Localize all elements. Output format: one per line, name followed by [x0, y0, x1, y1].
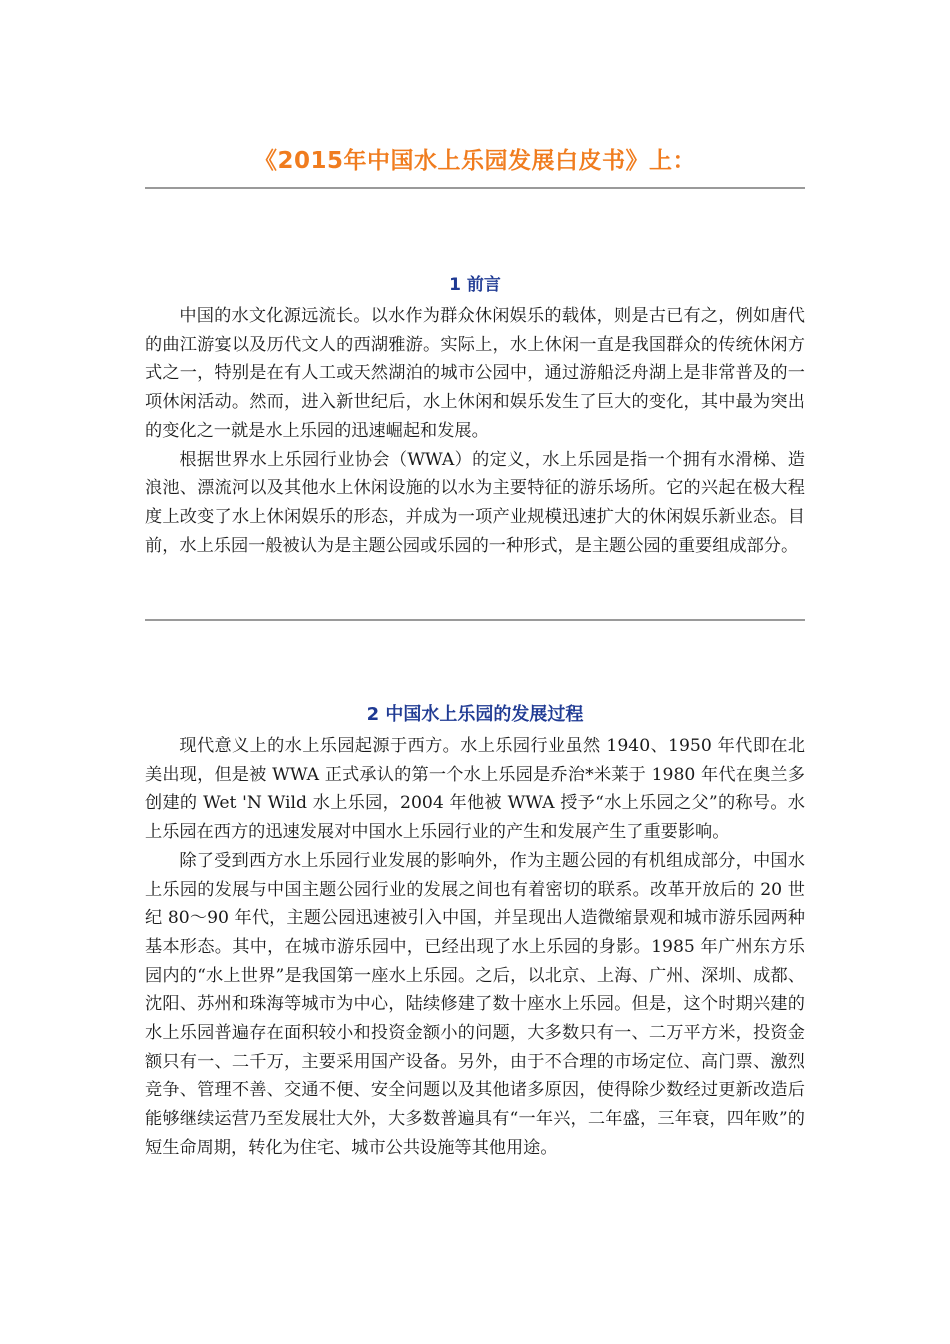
- section-heading-preface: 1 前言: [449, 275, 501, 295]
- paragraph: 除了受到西方水上乐园行业发展的影响外，作为主题公园的有机组成部分，中国水上乐园的发展与中国主题公园行业的发展之间也有着密切的联系。改革开放后的 20 世纪 80～90 年代，主题公园迅速被引入中国，并呈现出人造微缩景观和城市游乐园两种基本形态。其中，在城市游乐园中，已经出现了水上乐园的身影。1985 年广州东方乐园内的“水上世界”是我国第一座水上乐园。之后，以北京、上海、广州、深圳、成都、沈阳、苏州和珠海等城市为中心，陆续修建了数十座水上乐园。但是，这个时期兴建的水上乐园普遍存在面积较小和投资金额小的问题，大多数只有一、二万平方米，投资金额只有一、二千万，主要采用国产设备。另外，由于不合理的市场定位、高门票、激烈竞争、管理不善、交通不便、安全问题以及其他诸多原因，使得除少数经过更新改造后能够继续运营乃至发展壮大外，大多数普遍具有“一年兴，二年盛，三年衰，四年败”的短生命周期，转化为住宅、城市公共设施等其他用途。: [145, 850, 805, 1158]
- document-title: 《2015年中国水上乐园发展白皮书》上：: [253, 148, 696, 174]
- section-divider: [145, 619, 805, 621]
- paragraph: 根据世界水上乐园行业协会（WWA）的定义，水上乐园是指一个拥有水滑梯、造浪池、漂流河以及其他水上休闲设施的以水为主要特征的游乐场所。它的兴起在极大程度上改变了水上休闲娱乐的形态，并成为一项产业规模迅速扩大的休闲娱乐新业态。目前，水上乐园一般被认为是主题公园或乐园的一种形式，是主题公园的重要组成部分。: [145, 449, 805, 556]
- paragraph: 现代意义上的水上乐园起源于西方。水上乐园行业虽然 1940、1950 年代即在北美出现，但是被 WWA 正式承认的第一个水上乐园是乔治*米莱于 1980 年代在奥兰多创建的 Wet 'N Wild 水上乐园，2004 年他被 WWA 授予“水上乐园之父”的称号。水上乐园在西方的迅速发展对中国水上乐园行业的产生和发展产生了重要影响。: [145, 736, 805, 843]
- section-development-history: [145, 702, 805, 1163]
- paragraph: 中国的水文化源远流长。以水作为群众休闲娱乐的载体，则是古已有之，例如唐代的曲江游宴以及历代文人的西湖雅游。实际上，水上休闲一直是我国群众的传统休闲方式之一，特别是在有人工或天然湖泊的城市公园中，通过游船泛舟湖上是非常普及的一项休闲活动。然而，进入新世纪后，水上休闲和娱乐发生了巨大的变化，其中最为突出的变化之一就是水上乐园的迅速崛起和发展。: [145, 306, 805, 441]
- section-heading-development: 2 中国水上乐园的发展过程: [366, 704, 584, 725]
- section-preface: [145, 272, 805, 560]
- title-divider: [145, 187, 805, 189]
